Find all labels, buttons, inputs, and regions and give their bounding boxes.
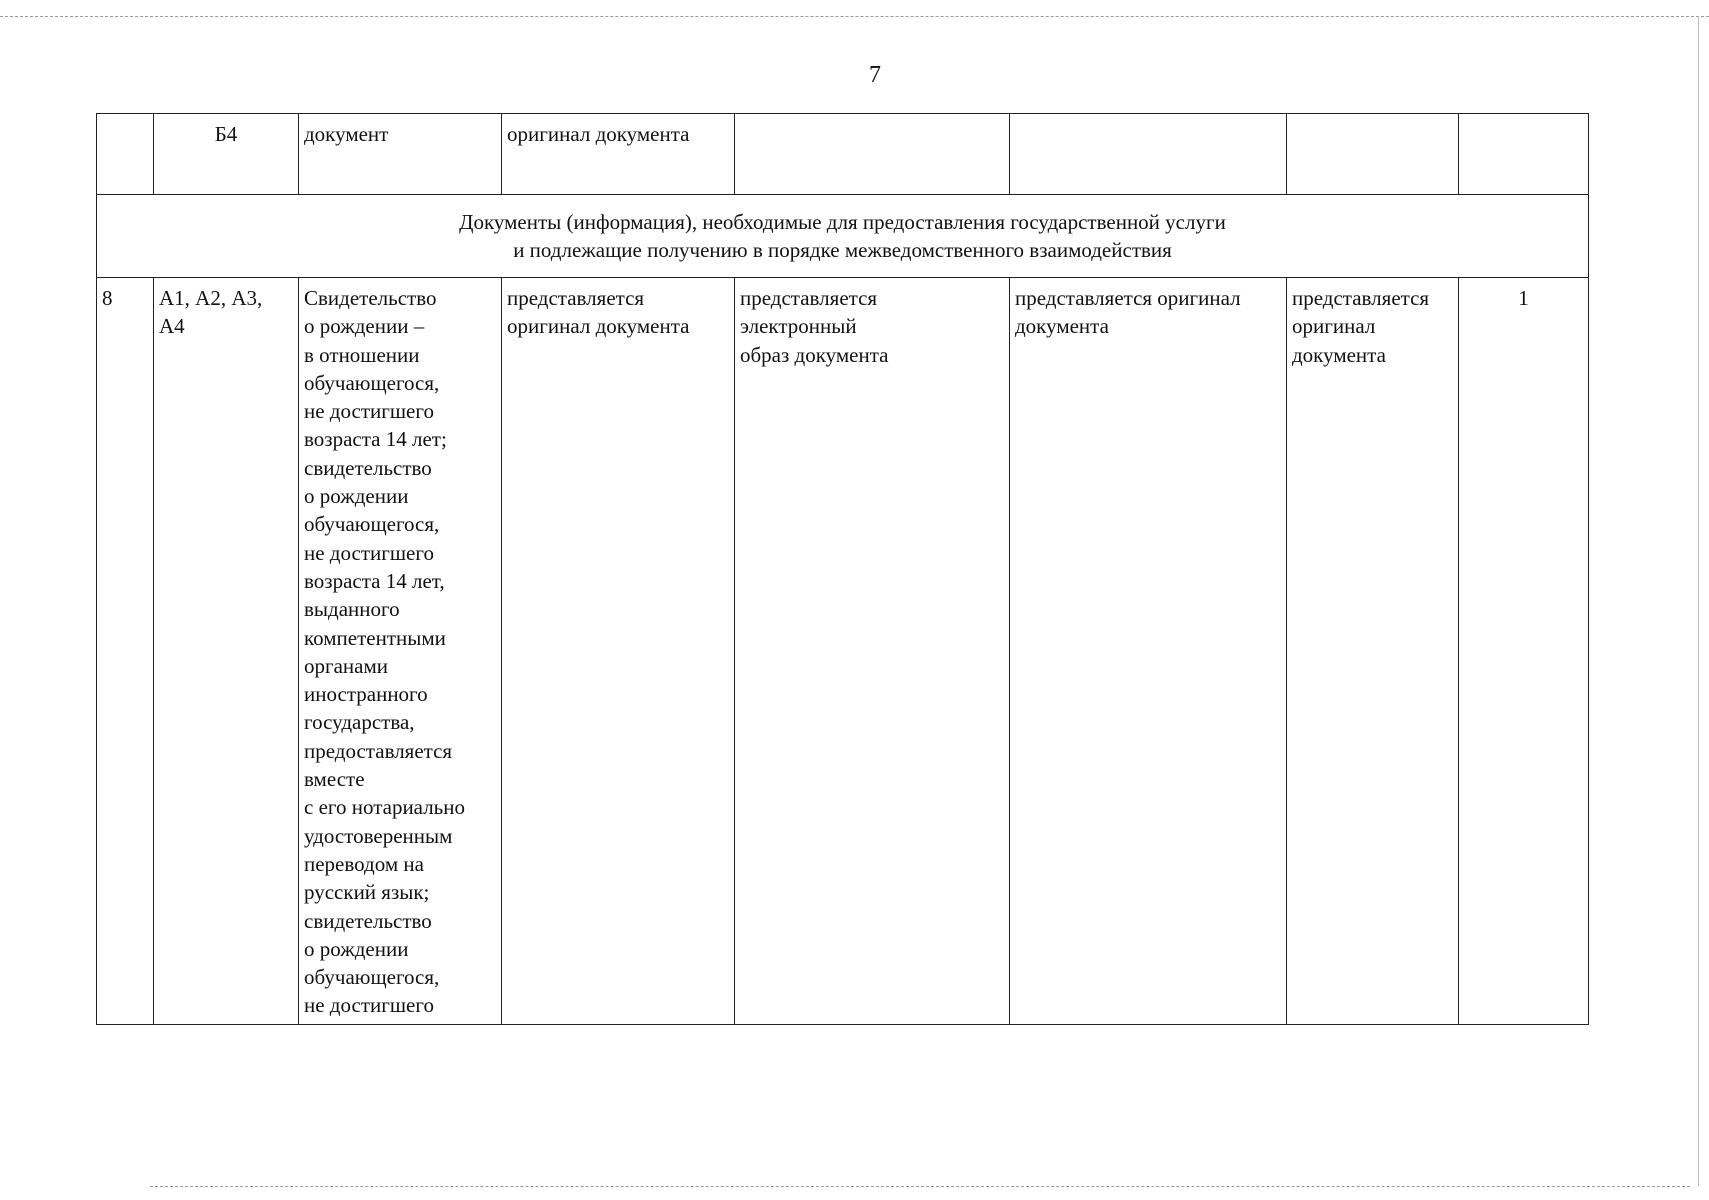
- cell-row-top-col1: [97, 114, 154, 195]
- text-line: Свидетельство: [304, 286, 437, 310]
- text-line: не достигшего: [304, 540, 434, 565]
- text-line: предоставляется: [304, 738, 453, 763]
- text-line: представляется: [740, 286, 878, 310]
- text-line: удостоверенным: [304, 823, 453, 848]
- text-line: о рождении: [304, 936, 409, 961]
- cell-row-top-document: документ: [299, 114, 502, 195]
- text-line: электронный: [740, 314, 857, 339]
- cell-submission-original: [502, 278, 735, 1025]
- cell-row-top-col8: [1459, 114, 1589, 195]
- cell-count: 1: [1459, 278, 1589, 1025]
- original-doc-lines: [1015, 284, 1281, 341]
- original-doc-2-lines: [1292, 284, 1453, 369]
- text-line: оригинал: [1292, 314, 1376, 339]
- text-line: А4: [159, 314, 185, 339]
- text-line: представляется: [1292, 286, 1430, 310]
- cell-variants: [154, 278, 299, 1025]
- table-row-top: [97, 114, 1589, 195]
- text-line: о рождении: [304, 484, 409, 509]
- text-line: выданного: [304, 597, 400, 622]
- text-line: свидетельство: [304, 455, 432, 480]
- text-line: возраста 14 лет,: [304, 568, 445, 593]
- cell-original-doc-2: [1287, 278, 1459, 1025]
- text-line: не достигшего: [304, 399, 434, 424]
- text-line: вместе: [304, 767, 365, 792]
- text-line: документа: [1015, 314, 1109, 339]
- table-row-8: [97, 278, 1589, 1025]
- cell-row-top-col6: [1010, 114, 1287, 195]
- cell-row-top-submission: оригинал документа: [502, 114, 735, 195]
- text-line: представляется оригинал: [1015, 286, 1241, 310]
- text-line: компетентными: [304, 625, 446, 650]
- document-description-lines: [304, 284, 496, 1020]
- text-line: не достигшего: [304, 993, 434, 1018]
- text-line: оригинал документа: [507, 314, 690, 339]
- text-line: в отношении: [304, 342, 420, 367]
- documents-table: [96, 113, 1589, 1025]
- text-line: переводом на: [304, 851, 424, 876]
- cell-row-top-col7: [1287, 114, 1459, 195]
- cell-row-number: 8: [97, 278, 154, 1025]
- text-line: представляется: [507, 286, 645, 310]
- variants-lines: [159, 284, 293, 341]
- text-line: государства,: [304, 710, 415, 735]
- scan-edge-top: [0, 16, 1709, 17]
- text-line: о рождении –: [304, 314, 425, 339]
- text-line: обучающегося,: [304, 965, 440, 990]
- text-line: образ документа: [740, 342, 889, 367]
- section-header-line-2: и подлежащие получению в порядке межведомственного взаимодействия: [513, 238, 1172, 262]
- section-header-line-1: Документы (информация), необходимые для предоставления государственной услуги: [459, 209, 1226, 234]
- text-line: иностранного: [304, 682, 428, 707]
- cell-electronic-image: [735, 278, 1010, 1025]
- text-line: документа: [1292, 342, 1386, 367]
- text-line: А1, А2, А3,: [159, 286, 263, 310]
- page-number: 7: [869, 62, 881, 88]
- text-line: обучающегося,: [304, 512, 440, 537]
- section-header-row: [97, 195, 1589, 278]
- scan-edge-bottom: [150, 1186, 1690, 1187]
- text-line: возраста 14 лет;: [304, 427, 447, 452]
- text-line: обучающегося,: [304, 370, 440, 395]
- cell-row-top-variant: Б4: [154, 114, 299, 195]
- cell-row-top-col5: [735, 114, 1010, 195]
- cell-document-description: [299, 278, 502, 1025]
- text-line: свидетельство: [304, 908, 432, 933]
- electronic-lines: [740, 284, 1004, 369]
- text-line: органами: [304, 653, 389, 678]
- cell-original-doc: [1010, 278, 1287, 1025]
- text-line: русский язык;: [304, 880, 430, 905]
- text-line: с его нотариально: [304, 795, 465, 820]
- section-header-cell: [97, 195, 1589, 278]
- scan-edge-right: [1698, 16, 1699, 1186]
- submission-lines: [507, 284, 729, 341]
